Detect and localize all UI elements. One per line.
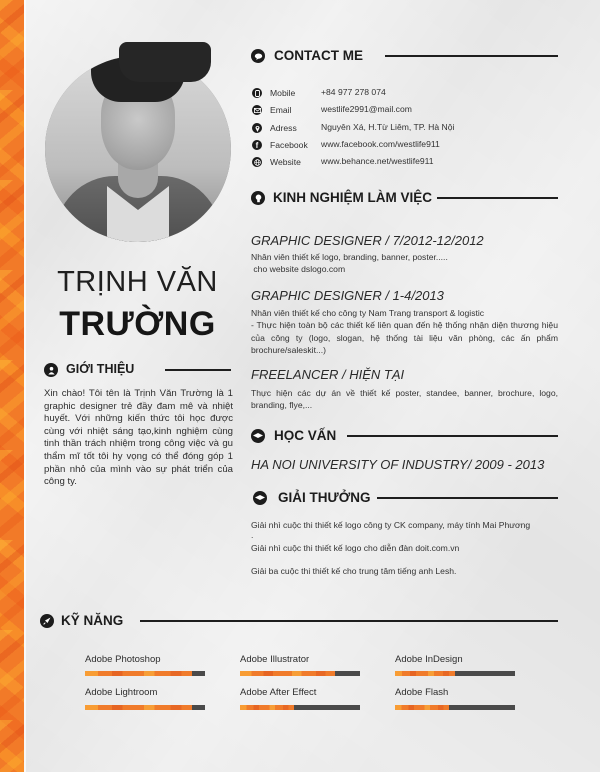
- contact-value-email: westlife2991@mail.com: [321, 104, 412, 114]
- education-title: HỌC VẤN: [274, 428, 337, 443]
- contact-label-facebook: Facebook: [270, 140, 308, 150]
- job-title-1: GRAPHIC DESIGNER / 7/2012-12/2012: [251, 233, 484, 248]
- job-title-3: FREELANCER / HIỆN TẠI: [251, 367, 405, 382]
- award-item-2: Giải nhì cuộc thi thiết kế logo cho diễn đàn doit.com.vn: [251, 543, 460, 553]
- skill-label-after-effect: Adobe After Effect: [240, 687, 317, 698]
- award-item-1: Giải nhì cuộc thi thiết kế logo công ty CK company, máy tính Mai Phương: [251, 520, 531, 530]
- contact-title: CONTACT ME: [274, 48, 363, 63]
- contact-value-address: Nguyên Xá, H.Từ Liêm, TP. Hà Nội: [321, 122, 455, 132]
- contact-label-website: Website: [270, 157, 301, 167]
- skill-label-photoshop: Adobe Photoshop: [85, 654, 161, 665]
- skill-label-illustrator: Adobe Illustrator: [240, 654, 310, 665]
- speech-bubble-icon: [251, 49, 265, 63]
- intro-text: Xin chào! Tôi tên là Trịnh Văn Trường là 1 graphic designer trẻ đầy đam mê và nhiệt huyết. Với những kiến thức tôi học được cùng với nhiệt sáng tạo,kinh nghiệm cùng tinh thần trách nhiệm trong công việc và gu thẩm mĩ tốt tôi hy vọng có thể đóng góp 1 phần nhỏ của mình vào sự phát triển của công ty.: [44, 388, 233, 488]
- skill-bar-photoshop: [85, 671, 205, 676]
- awards-title: GIẢI THƯỞNG: [278, 490, 371, 505]
- award-icon: [253, 491, 267, 505]
- skill-bar-after-effect: [240, 705, 360, 710]
- photo-circle: [45, 56, 231, 242]
- location-pin-icon: [252, 123, 262, 133]
- contact-value-facebook: www.facebook.com/westlife911: [321, 139, 440, 149]
- name-first-line: TRỊNH VĂN: [57, 266, 218, 298]
- job-desc-3: Thực hiện các dự án về thiết kế poster, standee, banner, brochure, logo, branding, flye,...: [251, 388, 558, 411]
- skill-bar-flash: [395, 705, 515, 710]
- skills-title: KỸ NĂNG: [61, 613, 124, 628]
- skill-bar-illustrator: [240, 671, 360, 676]
- job-title-2: GRAPHIC DESIGNER / 1-4/2013: [251, 288, 444, 303]
- skill-label-lightroom: Adobe Lightroom: [85, 687, 158, 698]
- skill-label-indesign: Adobe InDesign: [395, 654, 463, 665]
- skill-label-flash: Adobe Flash: [395, 687, 449, 698]
- awards-rule: [377, 497, 558, 499]
- phone-icon: [252, 88, 262, 98]
- intro-title: GIỚI THIỆU: [66, 362, 135, 376]
- award-item-dot: .: [251, 530, 254, 540]
- contact-value-website: www.behance.net/westlife911: [321, 156, 434, 166]
- intro-rule: [165, 369, 231, 371]
- contact-value-mobile: +84 977 278 074: [321, 87, 386, 97]
- globe-icon: [252, 157, 262, 167]
- experience-rule: [437, 197, 558, 199]
- education-entry: HA NOI UNIVERSITY OF INDUSTRY/ 2009 - 2013: [251, 457, 545, 472]
- skills-rule: [140, 620, 558, 622]
- job-desc-2: Nhân viên thiết kế cho công ty Nam Trang transport & logistic - Thực hiện toàn bộ các thiết kế liên quan đến hệ thống nhận diện thương hiệu của công ty (logo, slogan, hệ thống tài liệu văn phòng, các ấn phẩm brochure/saleskit...): [251, 308, 558, 356]
- education-rule: [347, 435, 558, 437]
- strip-edge: [24, 0, 26, 772]
- email-icon: [252, 105, 262, 115]
- person-icon: [44, 363, 58, 377]
- skill-bar-indesign: [395, 671, 515, 676]
- skill-bar-lightroom: [85, 705, 205, 710]
- contact-rule: [385, 55, 558, 57]
- contact-label-address: Adress: [270, 123, 297, 133]
- award-item-3: Giải ba cuộc thi thiết kế cho trung tâm tiếng anh Lesh.: [251, 566, 457, 576]
- lightbulb-icon: [251, 191, 265, 205]
- experience-title: KINH NGHIỆM LÀM VIỆC: [273, 190, 433, 205]
- graduation-cap-icon: [251, 429, 265, 443]
- contact-label-mobile: Mobile: [270, 88, 296, 98]
- profile-photo: [45, 42, 231, 242]
- rocket-icon: [40, 614, 54, 628]
- orange-side-strip: [0, 0, 24, 772]
- contact-label-email: Email: [270, 105, 292, 115]
- job-desc-1: Nhân viên thiết kế logo, branding, banner, poster..... cho website dslogo.com: [251, 252, 448, 275]
- facebook-icon: f: [252, 140, 262, 150]
- name-last-line: TRƯỜNG: [59, 305, 216, 343]
